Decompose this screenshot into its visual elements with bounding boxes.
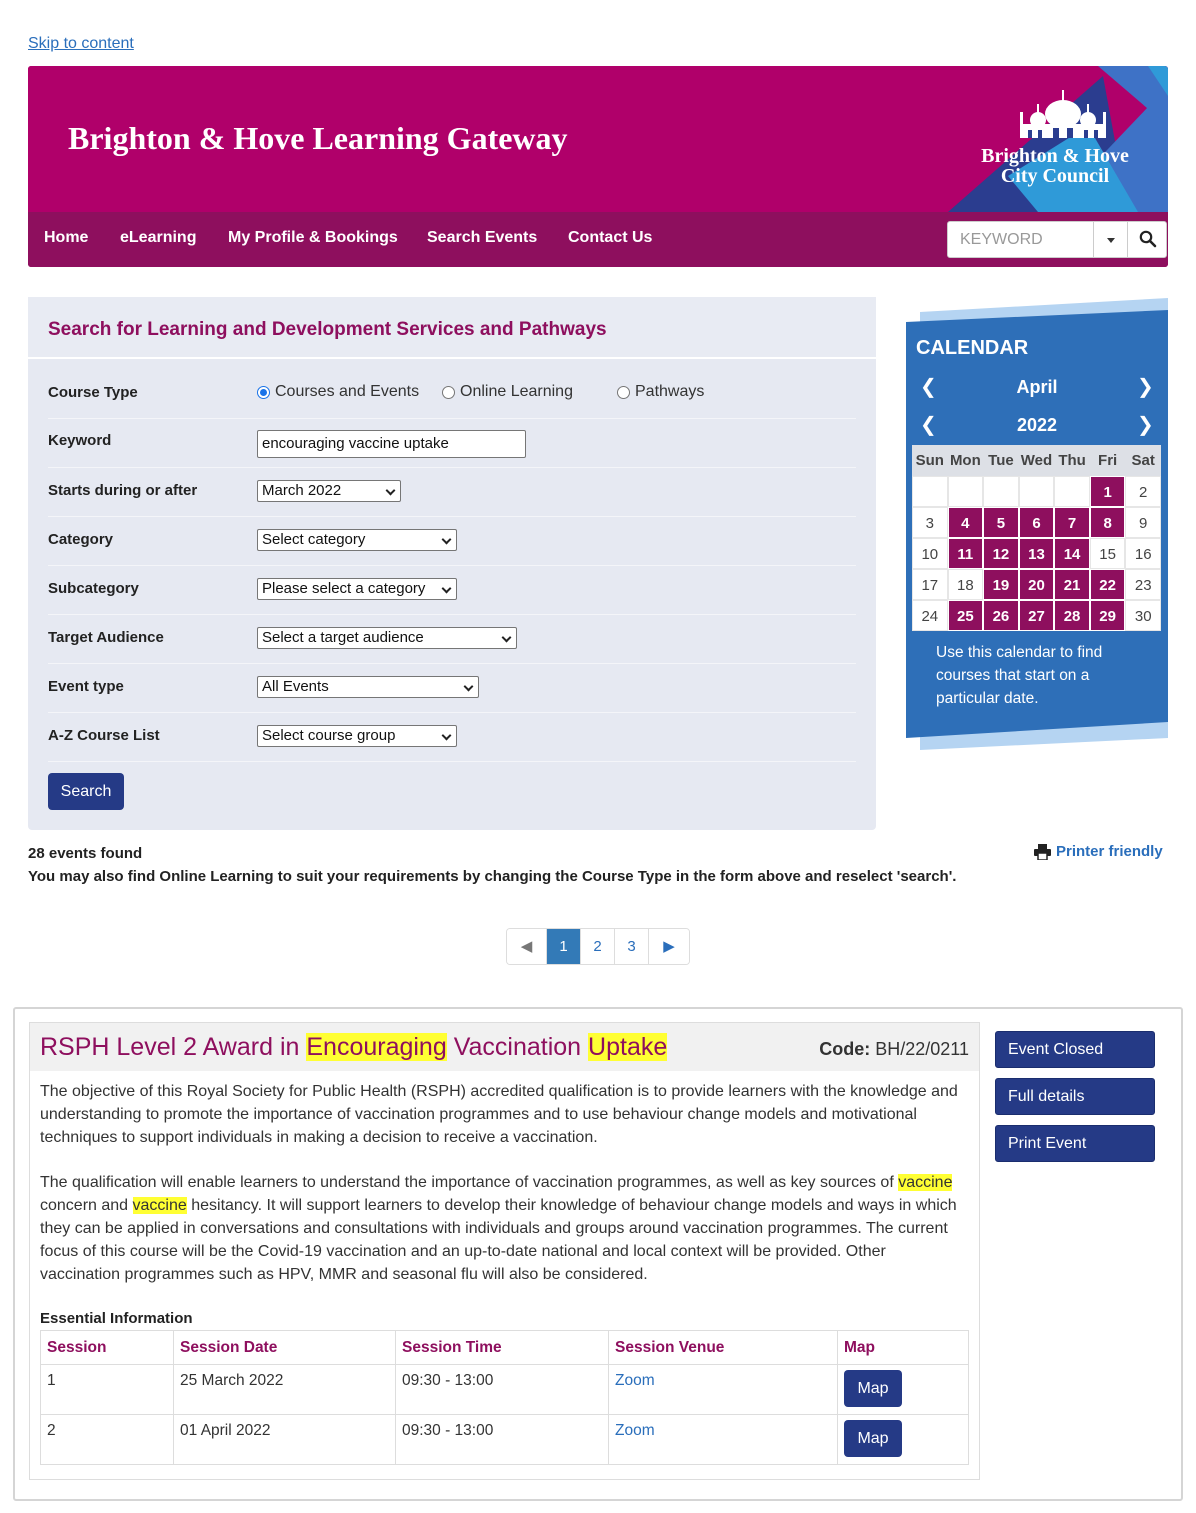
session-date: 01 April 2022 <box>174 1415 396 1465</box>
venue-link[interactable]: Zoom <box>615 1422 655 1439</box>
calendar-empty-cell <box>912 476 948 507</box>
calendar-title: CALENDAR <box>916 337 1029 359</box>
calendar-weekday-header <box>912 445 1161 476</box>
weekday-header: Wed <box>1020 452 1053 469</box>
calendar-day-with-events[interactable]: 19 <box>983 569 1019 600</box>
row-event-type <box>48 664 856 713</box>
calendar-help-text: Use this calendar to find courses that start on a particular date. <box>936 644 1103 707</box>
session-map <box>838 1415 969 1465</box>
map-button[interactable]: Map <box>844 1370 902 1407</box>
calendar-day-with-events[interactable]: 14 <box>1054 538 1090 569</box>
az-course-list-select[interactable]: Select course group <box>257 725 457 747</box>
radio-unselected-icon <box>442 386 455 399</box>
radio-unselected-icon <box>617 386 630 399</box>
calendar-day-with-events[interactable]: 7 <box>1054 507 1090 538</box>
course-type-options <box>257 383 857 405</box>
next-month-chevron-icon[interactable]: ❯ <box>1137 376 1154 398</box>
radio-pathways-label: Pathways <box>635 383 705 400</box>
desc-highlight: vaccine <box>132 1197 187 1214</box>
prev-year-chevron-icon[interactable]: ❮ <box>920 414 937 436</box>
event-title-part: RSPH Level 2 Award in <box>40 1033 307 1061</box>
calendar-day: 23 <box>1125 569 1161 600</box>
weekday-header: Fri <box>1098 452 1118 469</box>
event-description-1: The objective of this Royal Society for Public Health (RSPH) accredited qualification is to provide learners with the knowledge and understanding to promote the importance of vaccination programmes and to use behaviour change models and motivational techniques to support individuals in making a decision to receive a vaccination. <box>40 1083 958 1146</box>
keyword-label: Keyword <box>48 432 112 449</box>
calendar-year: 2022 <box>1016 415 1058 435</box>
calendar-day: 30 <box>1125 600 1161 631</box>
calendar-day-with-events[interactable]: 25 <box>948 600 984 631</box>
weekday-header: Sat <box>1131 452 1155 469</box>
printer-friendly-label: Printer friendly <box>1056 843 1163 860</box>
calendar-day-with-events[interactable]: 13 <box>1019 538 1055 569</box>
desc-part: The qualification will enable learners to understand the importance of vaccination programmes, as well as key sources of <box>40 1174 899 1191</box>
event-card-header <box>30 1023 979 1071</box>
calendar-month: April <box>1016 377 1058 397</box>
caret-down-icon[interactable] <box>1093 222 1127 257</box>
nav-elearning[interactable]: eLearning <box>120 229 197 246</box>
skip-to-content-link[interactable]: Skip to content <box>28 35 134 52</box>
calendar-day-with-events[interactable]: 8 <box>1090 507 1126 538</box>
calendar-day: 24 <box>912 600 948 631</box>
prev-month-chevron-icon[interactable]: ❮ <box>920 376 937 398</box>
radio-pathways[interactable] <box>617 383 704 401</box>
radio-online-learning[interactable] <box>442 383 573 401</box>
row-category <box>48 517 856 566</box>
search-button[interactable] <box>1127 222 1167 257</box>
session-time: 09:30 - 13:00 <box>396 1365 609 1415</box>
council-name-line2: City Council <box>1000 165 1110 187</box>
event-code-value: BH/22/0211 <box>875 1039 969 1059</box>
page-1[interactable]: 1 <box>547 929 581 964</box>
council-name <box>970 146 1140 186</box>
weekday-header: Sun <box>915 452 944 469</box>
sessions-table-header <box>41 1331 969 1365</box>
calendar-empty-cell <box>983 476 1019 507</box>
event-type-label: Event type <box>48 678 124 695</box>
session-venue <box>609 1365 838 1415</box>
header-search <box>947 221 1167 258</box>
nav-my-profile-bookings[interactable]: My Profile & Bookings <box>228 229 398 246</box>
venue-link[interactable]: Zoom <box>615 1372 655 1389</box>
print-event-button[interactable]: Print Event <box>995 1125 1155 1162</box>
target-audience-label: Target Audience <box>48 629 164 646</box>
calendar-day: 9 <box>1125 507 1161 538</box>
search-form-header <box>28 297 876 359</box>
calendar-grid <box>912 445 1161 631</box>
row-target-audience <box>48 615 856 664</box>
radio-courses-and-events-label: Courses and Events <box>275 383 420 400</box>
calendar-day-with-events[interactable]: 5 <box>983 507 1019 538</box>
keyword-input[interactable]: encouraging vaccine uptake <box>257 430 526 458</box>
course-type-label: Course Type <box>48 384 138 401</box>
calendar-day: 2 <box>1125 476 1161 507</box>
session-number: 2 <box>41 1415 174 1465</box>
session-map <box>838 1365 969 1415</box>
search-form-panel <box>28 297 876 830</box>
col-map: Map <box>838 1331 969 1365</box>
calendar-day: 16 <box>1125 538 1161 569</box>
event-title-highlight: Uptake <box>588 1033 668 1061</box>
results-summary <box>28 843 968 888</box>
calendar-day-with-events[interactable]: 28 <box>1054 600 1090 631</box>
page-3[interactable]: 3 <box>615 929 649 964</box>
category-select[interactable]: Select category <box>257 529 457 551</box>
calendar-day: 18 <box>948 569 984 600</box>
starts-label: Starts during or after <box>48 482 198 499</box>
results-hint: You may also find Online Learning to suit your requirements by changing the Course Type in the form above and reselect 'search'. <box>28 867 957 885</box>
table-row <box>41 1365 969 1415</box>
radio-online-learning-label: Online Learning <box>460 383 573 400</box>
weekday-header: Tue <box>988 452 1014 469</box>
next-page-arrow-icon[interactable]: ▶ <box>649 929 689 964</box>
col-session-time: Session Time <box>396 1331 609 1365</box>
search-form-title: Search for Learning and Development Services and Pathways <box>48 319 607 340</box>
calendar-widget <box>906 298 1168 750</box>
calendar-day: 15 <box>1090 538 1126 569</box>
radio-courses-and-events[interactable] <box>257 383 419 401</box>
calendar-day-with-events[interactable]: 21 <box>1054 569 1090 600</box>
event-description-2 <box>40 1171 970 1286</box>
event-closed-button[interactable]: Event Closed <box>995 1031 1155 1068</box>
nav-search-events[interactable]: Search Events <box>427 229 538 246</box>
event-title-highlight: Encouraging <box>306 1033 447 1061</box>
starts-select[interactable]: March 2022 <box>257 480 401 502</box>
calendar-day: 17 <box>912 569 948 600</box>
target-audience-select[interactable]: Select a target audience <box>257 627 517 649</box>
event-title-part: Vaccination <box>446 1033 589 1061</box>
printer-icon <box>1034 844 1051 860</box>
royal-pavilion-logo-icon <box>1008 84 1118 144</box>
calendar-empty-cell <box>1054 476 1090 507</box>
calendar-day-with-events[interactable]: 6 <box>1019 507 1055 538</box>
row-subcategory <box>48 566 856 615</box>
calendar-day-with-events[interactable]: 27 <box>1019 600 1055 631</box>
full-details-button[interactable]: Full details <box>995 1078 1155 1115</box>
category-label: Category <box>48 531 114 548</box>
pagination <box>506 928 690 965</box>
calendar-day-with-events[interactable]: 1 <box>1090 476 1126 507</box>
event-type-select[interactable]: All Events <box>257 676 479 698</box>
calendar-day: 3 <box>912 507 948 538</box>
radio-selected-icon <box>257 386 270 399</box>
calendar-empty-cell <box>948 476 984 507</box>
printer-friendly-link[interactable] <box>1034 843 1163 860</box>
weekday-header: Thu <box>1058 452 1086 469</box>
col-session-date: Session Date <box>174 1331 396 1365</box>
event-title[interactable] <box>40 1033 667 1062</box>
col-session: Session <box>41 1331 174 1365</box>
calendar-day: 10 <box>912 538 948 569</box>
main-nav <box>28 212 1168 267</box>
calendar-days <box>912 476 1161 631</box>
results-count: 28 events found <box>28 845 143 862</box>
sessions-table <box>40 1330 969 1465</box>
row-keyword <box>48 419 856 468</box>
search-submit-button[interactable]: Search <box>48 773 124 810</box>
session-venue <box>609 1415 838 1465</box>
calendar-day-with-events[interactable]: 29 <box>1090 600 1126 631</box>
map-button[interactable]: Map <box>844 1420 902 1457</box>
session-number: 1 <box>41 1365 174 1415</box>
page-2[interactable]: 2 <box>581 929 615 964</box>
keyword-search-input[interactable] <box>948 222 1093 257</box>
result-item <box>13 1007 1183 1501</box>
calendar-day-with-events[interactable]: 4 <box>948 507 984 538</box>
subcategory-select[interactable]: Please select a category <box>257 578 457 600</box>
event-card <box>29 1022 980 1480</box>
event-code-label: Code: <box>819 1039 871 1059</box>
event-code <box>819 1039 969 1060</box>
next-year-chevron-icon[interactable]: ❯ <box>1137 414 1154 436</box>
council-name-line1: Brighton & Hove <box>981 145 1129 167</box>
calendar-day-with-events[interactable]: 11 <box>948 538 984 569</box>
site-header <box>28 66 1168 267</box>
calendar-empty-cell <box>1019 476 1055 507</box>
calendar-day-with-events[interactable]: 12 <box>983 538 1019 569</box>
table-row <box>41 1415 969 1465</box>
header-banner <box>28 66 1168 212</box>
desc-part: concern and <box>40 1197 133 1214</box>
site-title: Brighton & Hove Learning Gateway <box>68 120 568 156</box>
calendar-day-with-events[interactable]: 26 <box>983 600 1019 631</box>
subcategory-label: Subcategory <box>48 580 139 597</box>
row-az-course-list <box>48 713 856 762</box>
nav-contact-us[interactable]: Contact Us <box>568 229 653 246</box>
weekday-header: Mon <box>949 452 981 469</box>
calendar-day-with-events[interactable]: 22 <box>1090 569 1126 600</box>
essential-information-heading: Essential Information <box>40 1310 193 1327</box>
search-icon <box>1139 230 1157 248</box>
prev-page-arrow-icon[interactable]: ◀ <box>507 929 547 964</box>
row-starts <box>48 468 856 517</box>
session-date: 25 March 2022 <box>174 1365 396 1415</box>
col-session-venue: Session Venue <box>609 1331 838 1365</box>
row-course-type <box>48 370 856 419</box>
nav-home[interactable]: Home <box>44 229 89 246</box>
session-time: 09:30 - 13:00 <box>396 1415 609 1465</box>
calendar-day-with-events[interactable]: 20 <box>1019 569 1055 600</box>
az-course-list-label: A-Z Course List <box>48 727 160 744</box>
desc-highlight: vaccine <box>898 1174 953 1191</box>
desc-part: hesitancy. It will support learners to develop their knowledge of behaviour change models and ways in which they can be applied in conversations and consultations with individuals and groups around vaccination programmes. The current focus of this course will be the Covid-19 vaccination and an up-to-date national and local context will be provided. Other vaccination programmes such as HPV, MMR and seasonal flu will also be considered. <box>40 1197 957 1283</box>
